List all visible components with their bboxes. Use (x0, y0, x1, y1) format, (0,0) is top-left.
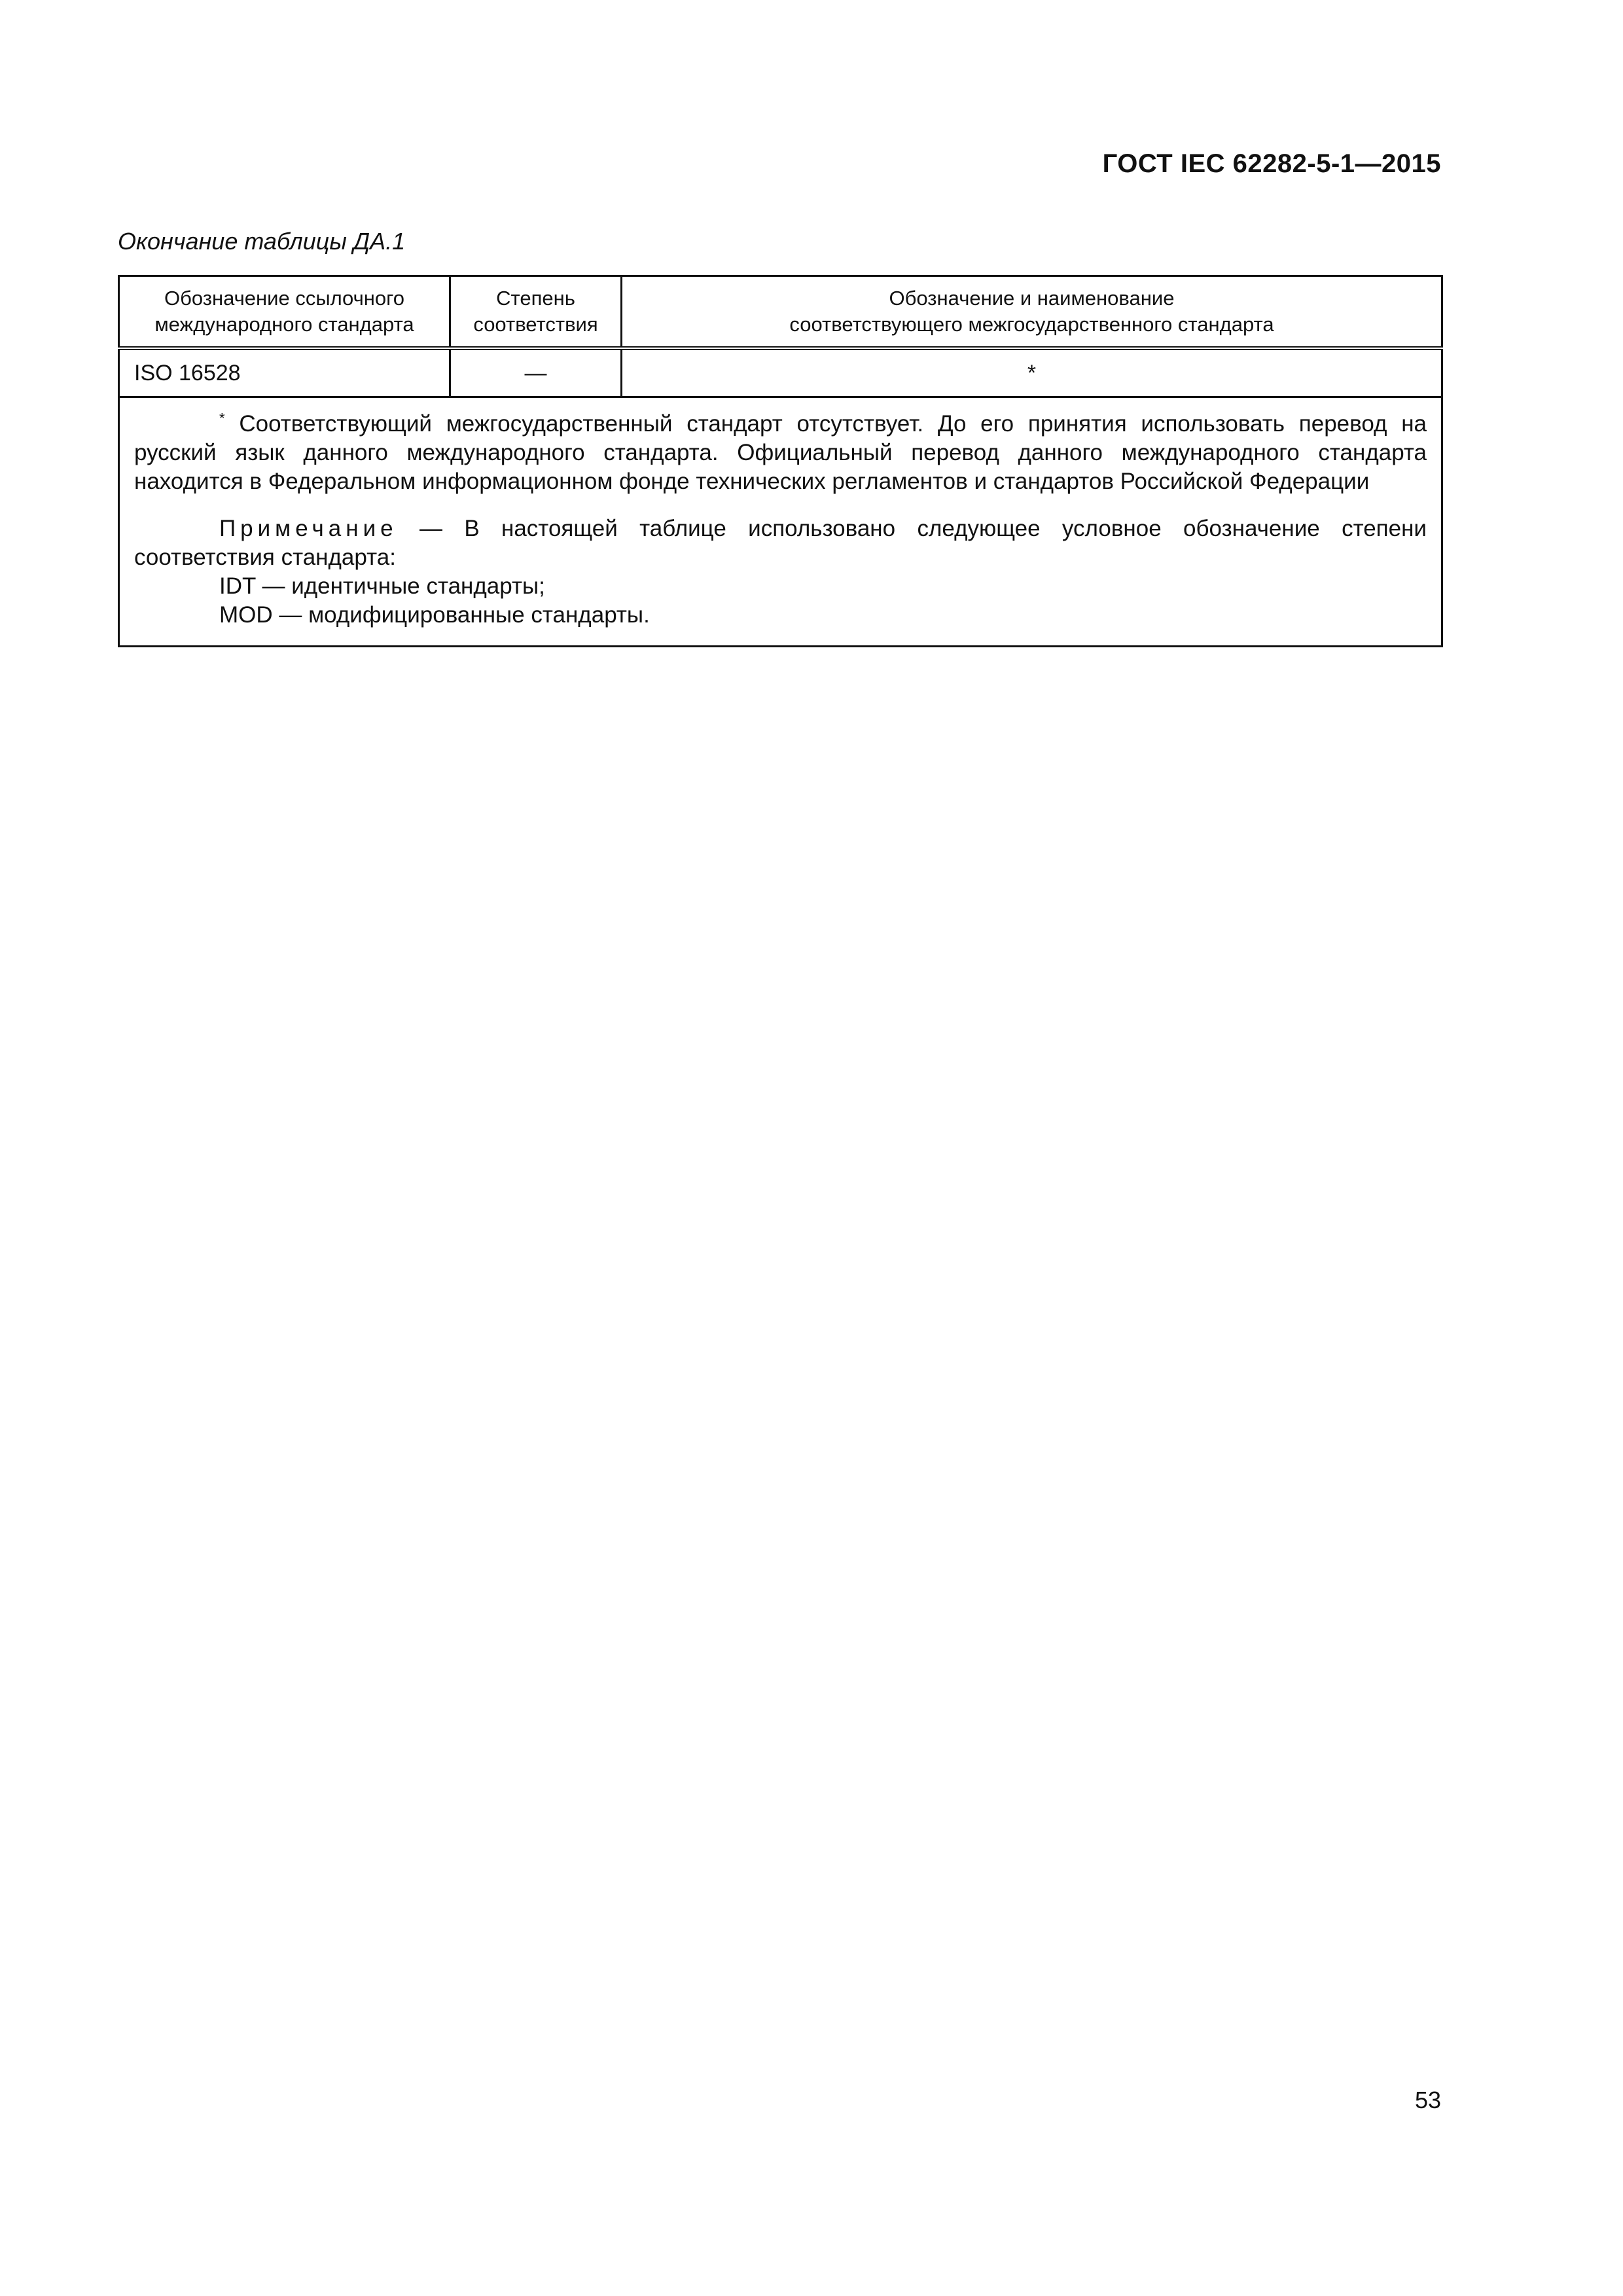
table-header-row (119, 276, 1442, 349)
notes-cell (119, 397, 1442, 647)
document-code: ГОСТ IEC 62282-5-1—2015 (1102, 149, 1441, 178)
table-row (119, 348, 1442, 397)
column-header-line: соответствующего межгосударственного стандарта (789, 313, 1274, 336)
footnote-mark: * (219, 410, 225, 427)
footnote (134, 410, 1427, 496)
page-number: 53 (1414, 2087, 1441, 2113)
column-header-line: Обозначение и наименование (889, 287, 1175, 310)
column-header-degree (450, 276, 622, 349)
footnote-text: Соответствующий межгосударственный стандарт отсутствует. До его принятия использовать перевод на русский язык данного международного стандарта. Официальный перевод данного международного стандарта находится в Федеральном информационном фонде технических регламентов и стандартов Российской Федерации (134, 411, 1427, 494)
table-caption: Окончание таблицы ДА.1 (118, 228, 406, 255)
column-header-designation (119, 276, 450, 349)
cell-interstate-standard: * (622, 348, 1442, 397)
note (134, 514, 1427, 572)
note-item-mod: MOD — модифицированные стандарты. (219, 602, 650, 628)
cell-degree: — (450, 348, 622, 397)
column-header-line: международного стандарта (154, 313, 414, 336)
note-dash: — (419, 516, 442, 541)
reference-standards-table (118, 275, 1443, 647)
column-header-line: Обозначение ссылочного (164, 287, 404, 310)
note-item-idt: IDT — идентичные стандарты; (219, 573, 545, 599)
table-notes-row (119, 397, 1442, 647)
cell-designation: ISO 16528 (119, 348, 450, 397)
column-header-interstate-standard (622, 276, 1442, 349)
column-header-line: соответствия (473, 313, 598, 336)
column-header-line: Степень (496, 287, 575, 310)
note-label: Примечание (219, 516, 398, 541)
note-text: В настоящей таблице использовано следующее условное обозначение степени соответствия стандарта: (134, 516, 1427, 570)
